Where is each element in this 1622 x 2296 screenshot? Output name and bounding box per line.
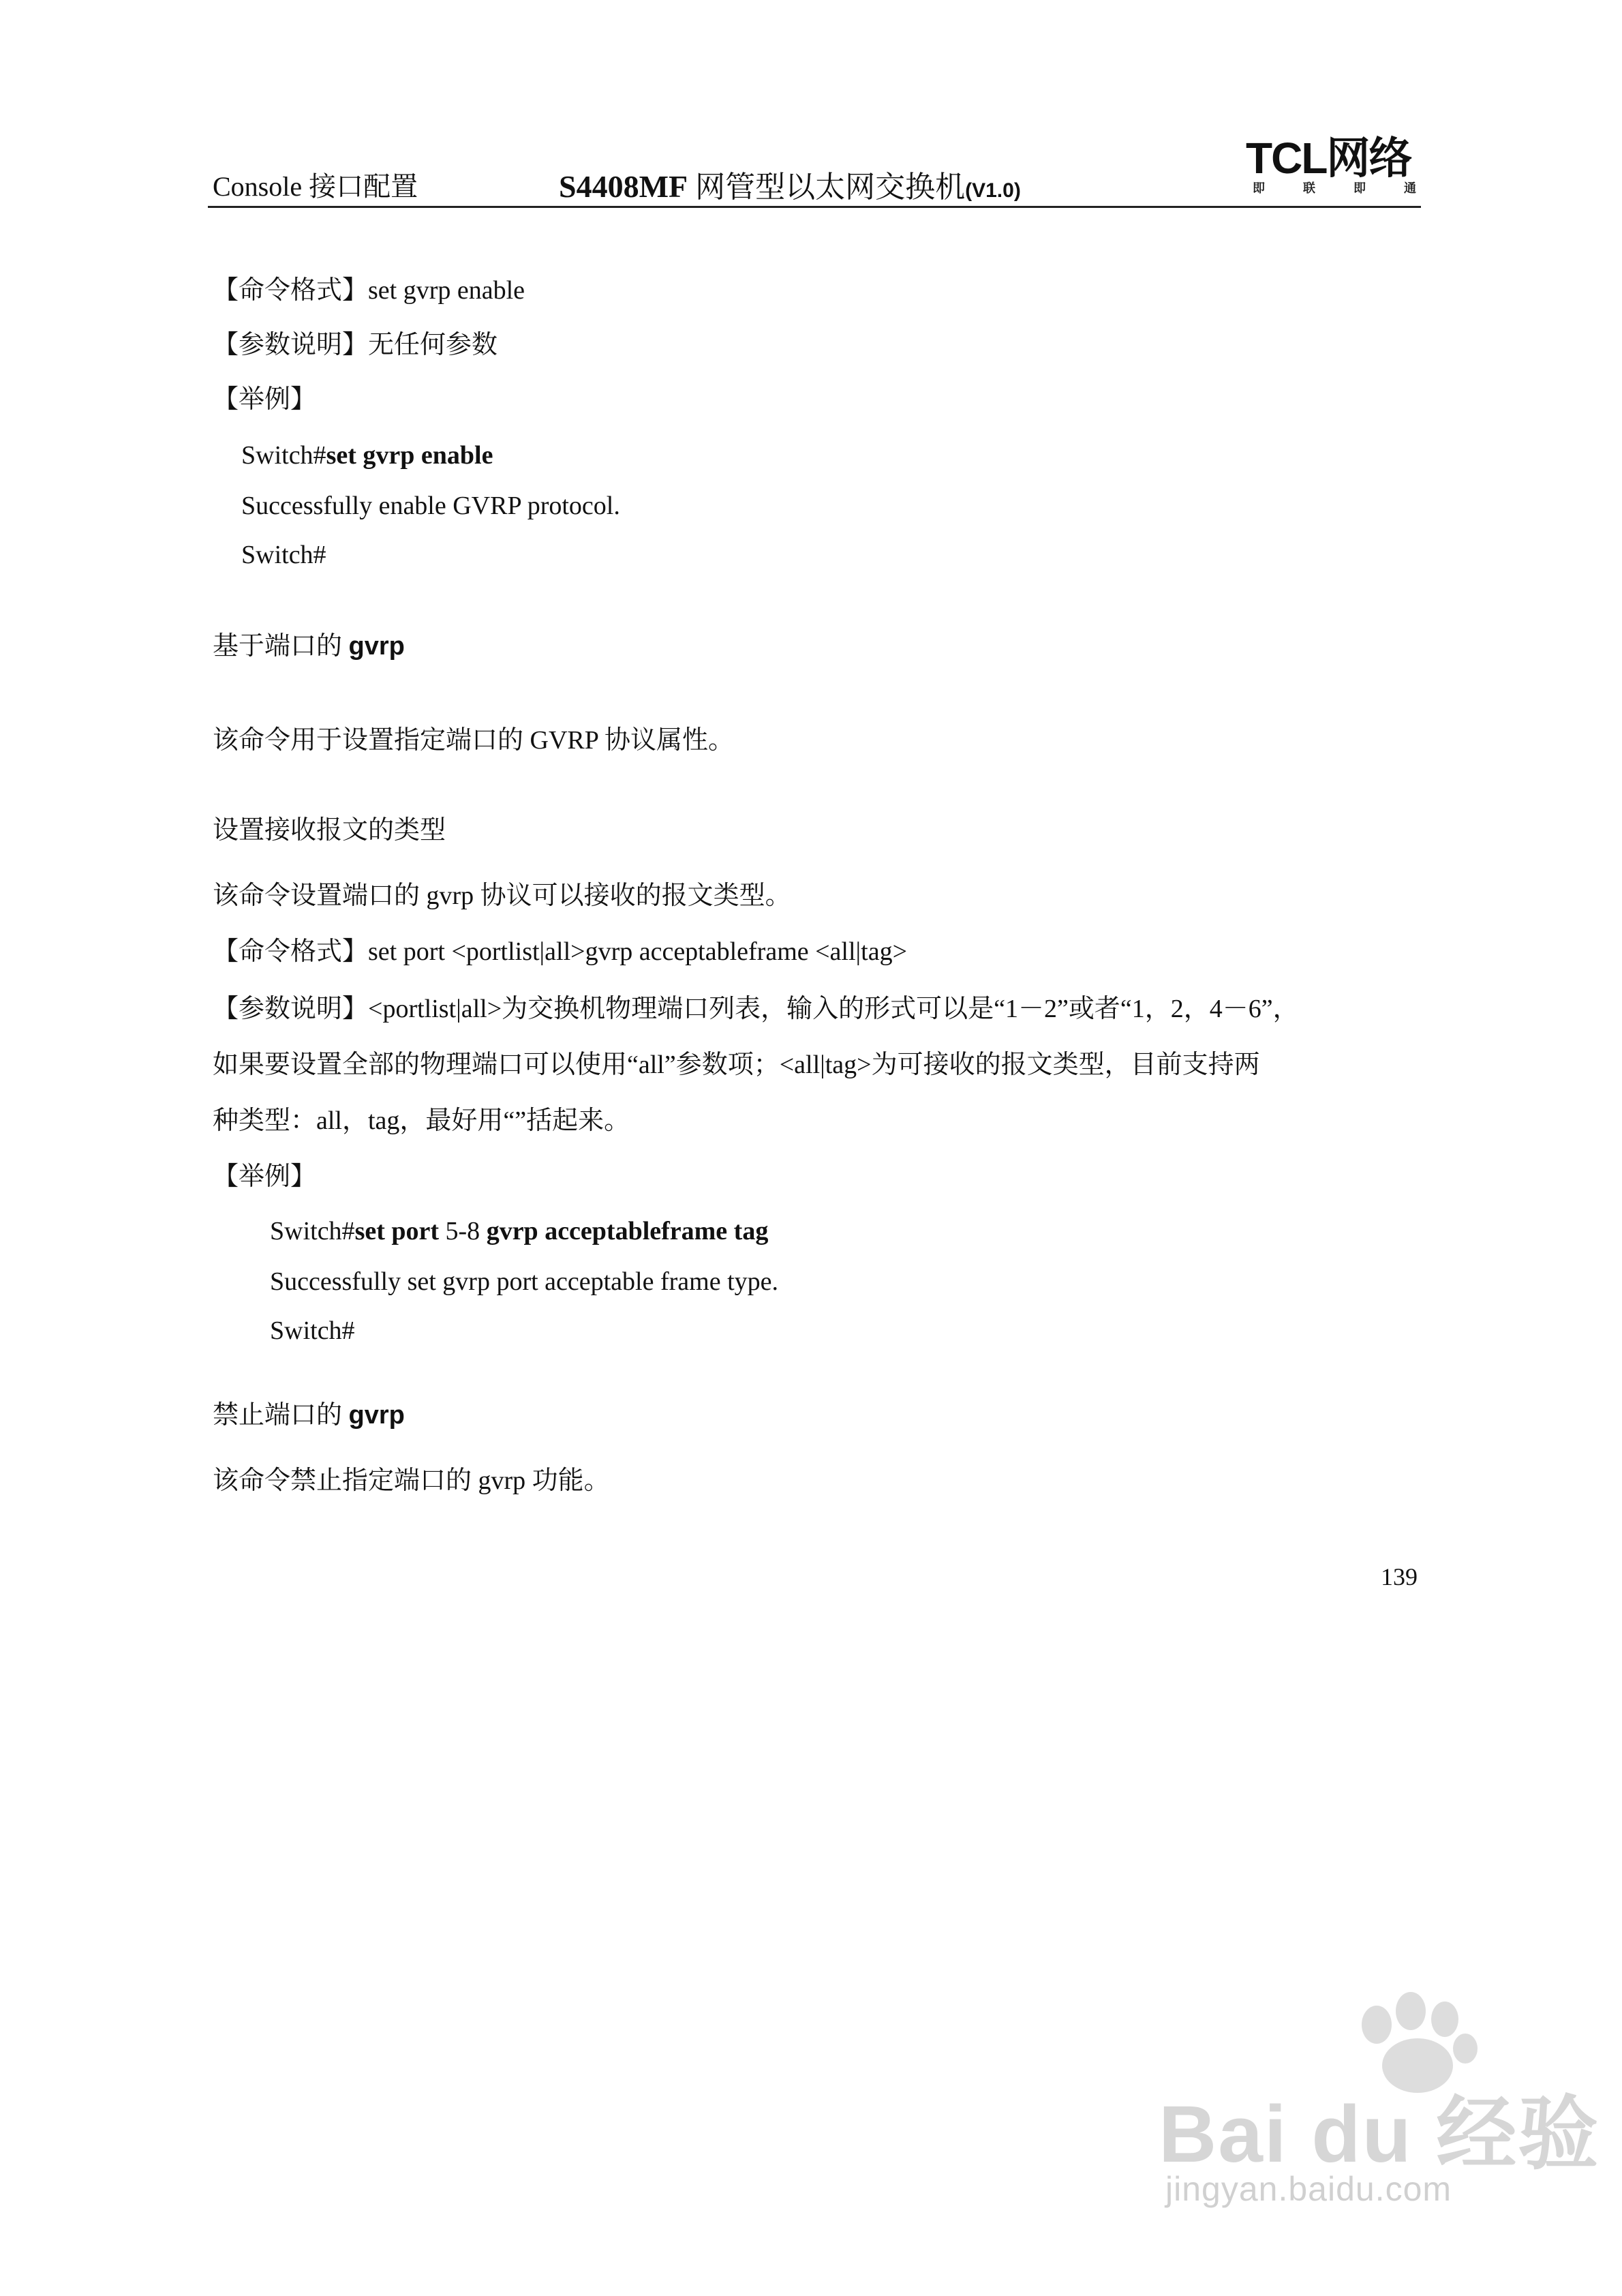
example-command-2 [270, 1215, 768, 1248]
example-command-part2: gvrp acceptableframe tag [486, 1217, 769, 1245]
example-command: set gvrp enable [326, 441, 493, 470]
example-prompt: Switch# [241, 441, 326, 470]
example-label-1: 【举例】 [213, 385, 317, 414]
format-label: 【命令格式】 [213, 937, 369, 966]
example-end-1: Switch# [241, 541, 326, 569]
param-line-2b: 如果要设置全部的物理端口可以使用“all”参数项；<all|tag>为可接收的报文类型，目前支持两 [213, 1051, 1260, 1079]
param-label: 【参数说明】 [213, 331, 369, 359]
header-version: (V1.0) [965, 179, 1021, 202]
header-product-title [559, 162, 1021, 206]
param-line-2c: 种类型：all，tag，最好用“”括起来。 [213, 1106, 630, 1135]
format-line-2 [213, 935, 907, 968]
section-desc-accept: 该命令设置端口的 gvrp 协议可以接收的报文类型。 [213, 881, 791, 910]
baidu-watermark [1152, 1977, 1600, 2236]
logo-tagline-char: 即 [1353, 181, 1366, 195]
format-command: set gvrp enable [368, 276, 525, 305]
section-heading-accept: 设置接收报文的类型 [213, 816, 446, 845]
logo-tagline-char: 通 [1404, 181, 1416, 195]
page-number: 139 [1381, 1563, 1418, 1590]
section-desc-disable: 该命令禁止指定端口的 gvrp 功能。 [213, 1466, 610, 1495]
format-label: 【命令格式】 [213, 276, 369, 305]
param-text: 无任何参数 [368, 331, 498, 359]
example-output-2: Successfully set gvrp port acceptable frame type. [270, 1267, 778, 1296]
param-line-2a [213, 993, 1299, 1025]
header-section-title: Console 接口配置 [213, 171, 418, 202]
param-label: 【参数说明】 [213, 995, 369, 1023]
tcl-logo [1246, 136, 1420, 196]
section-heading-disable [213, 1399, 405, 1432]
example-label-2: 【举例】 [213, 1162, 317, 1191]
header-product: 网管型以太网交换机 [688, 170, 966, 204]
example-prompt: Switch# [270, 1217, 355, 1245]
watermark-url: jingyan.baidu.com [1165, 2170, 1452, 2208]
example-command-1 [241, 439, 493, 472]
header-divider [208, 206, 1421, 208]
section-desc-port-gvrp: 该命令用于设置指定端口的 GVRP 协议属性。 [213, 726, 734, 755]
header-model: S4408MF [559, 169, 688, 204]
format-line-1 [213, 274, 525, 307]
heading-keyword: gvrp [348, 1401, 405, 1430]
section-heading-port-gvrp [213, 630, 405, 663]
param-line-1 [213, 329, 498, 361]
heading-text: 禁止端口的 [213, 1401, 349, 1430]
format-command: set port <portlist|all>gvrp acceptableframe <all|tag> [368, 937, 908, 966]
watermark-brand: Bai du 经验 [1159, 2089, 1600, 2179]
logo-tagline-char: 即 [1253, 181, 1265, 195]
logo-tagline [1253, 179, 1416, 196]
param-text: <portlist|all>为交换机物理端口列表，输入的形式可以是“1－2”或者“1，2，4－6”， [368, 995, 1299, 1023]
logo-tagline-char: 联 [1303, 181, 1315, 195]
example-argument: 5-8 [445, 1217, 487, 1245]
heading-keyword: gvrp [348, 632, 405, 661]
example-end-2: Switch# [270, 1316, 355, 1345]
example-output-1: Successfully enable GVRP protocol. [241, 492, 620, 520]
heading-text: 基于端口的 [213, 632, 349, 661]
logo-brand: TCL网络 [1246, 134, 1411, 183]
example-command-part1: set port [354, 1217, 446, 1245]
